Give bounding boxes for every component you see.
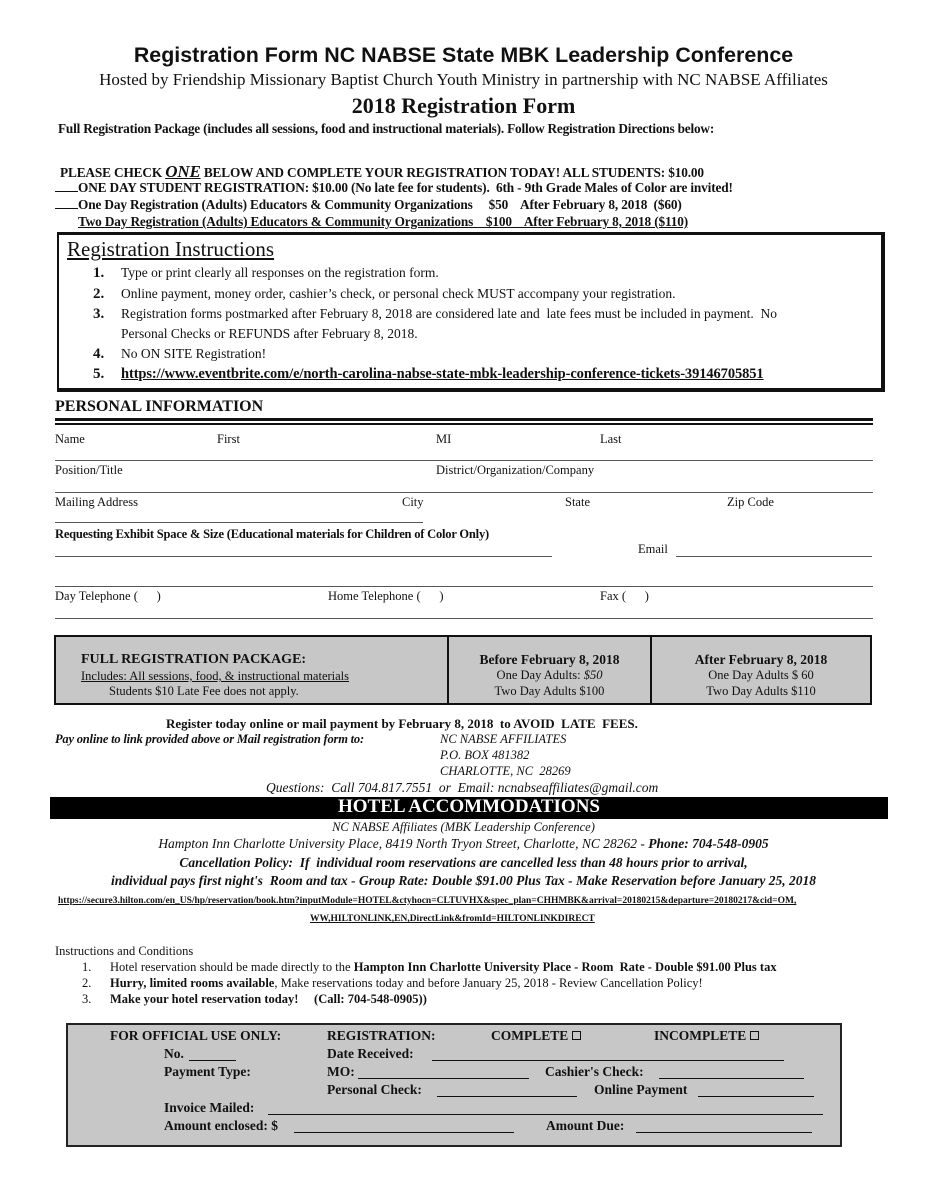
- section-divider: [55, 423, 873, 425]
- invoice-mailed-label: Invoice Mailed:: [164, 1100, 255, 1115]
- cashiers-check-label: Cashier's Check:: [545, 1064, 644, 1079]
- form-title: Registration Form NC NABSE State MBK Leadership Conference: [133, 44, 794, 67]
- middle-initial-label: MI: [436, 432, 452, 446]
- package-students: Students $10 Late Fee does not apply.: [109, 684, 299, 698]
- conditions-heading: Instructions and Conditions: [55, 944, 194, 958]
- mail-address-line-3: CHARLOTTE, NC 28269: [440, 764, 571, 778]
- form-subtitle: Hosted by Friendship Missionary Baptist Church Youth Ministry in partnership with NC NABSE Affiliates: [99, 70, 828, 89]
- instruction-text: Type or print clearly all responses on the registration form.: [121, 265, 439, 280]
- mailing-address-label: Mailing Address: [55, 495, 138, 509]
- hotel-phone: Phone: 704-548-0905: [648, 836, 769, 851]
- package-title: FULL REGISTRATION PACKAGE:: [81, 652, 307, 667]
- option-label: ONE DAY STUDENT REGISTRATION: $10.00 (No late fee for students). 6th - 9th Grade Males of Color are invited!: [78, 180, 733, 195]
- condition-text: Hotel reservation should be made directly to the: [110, 960, 354, 974]
- eventbrite-link[interactable]: https://www.eventbrite.com/e/north-carolina-nabse-state-mbk-leadership-conference-tickets-39146705851: [121, 366, 764, 382]
- registration-instructions-heading: Registration Instructions: [67, 237, 275, 261]
- after-one-day-price: One Day Adults $ 60: [708, 668, 814, 682]
- condition-number: 2.: [82, 976, 92, 990]
- before-deadline-title: Before February 8, 2018: [479, 652, 620, 667]
- instruction-item: [93, 286, 676, 303]
- city-label: City: [402, 495, 424, 509]
- condition-number: 1.: [82, 960, 92, 974]
- registration-label: REGISTRATION:: [327, 1028, 436, 1043]
- condition-item: [82, 992, 427, 1007]
- payment-type-label: Payment Type:: [164, 1064, 251, 1079]
- position-title-label: Position/Title: [55, 463, 123, 477]
- instruction-number: 5.: [93, 366, 105, 382]
- cancellation-policy-line-2: individual pays first night's Room and tax - Group Rate: Double $91.00 Plus Tax - Make Reservation before January 25, 2018: [111, 873, 816, 888]
- zip-code-label: Zip Code: [727, 495, 774, 509]
- amount-due-label: Amount Due:: [546, 1118, 625, 1133]
- instruction-text: Registration forms postmarked after February 8, 2018 are considered late and late fees must be included in payment. No: [121, 306, 778, 321]
- after-deadline-title: After February 8, 2018: [694, 652, 828, 667]
- first-name-label: First: [217, 432, 240, 446]
- checkbox-blank[interactable]: [55, 197, 78, 209]
- exhibit-space-label: Requesting Exhibit Space & Size (Educational materials for Children of Color Only): [55, 527, 489, 541]
- instruction-item: [93, 265, 439, 282]
- condition-number: 3.: [82, 992, 92, 1006]
- condition-item: [82, 976, 703, 991]
- instruction-number: 4.: [93, 346, 105, 362]
- exhibit-space-field[interactable]: [55, 556, 552, 557]
- mail-address-line-2: P.O. BOX 481382: [440, 748, 530, 762]
- district-organization-label: District/Organization/Company: [436, 463, 595, 477]
- instruction-number: 2.: [93, 286, 105, 302]
- no-label: No.: [164, 1046, 184, 1061]
- name-label: Name: [55, 432, 85, 446]
- email-field[interactable]: [676, 556, 872, 557]
- amount-enclosed-label: Amount enclosed: $: [164, 1118, 278, 1133]
- complete-checkbox[interactable]: [491, 1028, 581, 1044]
- check-one-instruction: [60, 162, 704, 182]
- condition-item: [82, 960, 777, 975]
- condition-text: , Make reservations today and before January 25, 2018 - Review Cancellation Policy!: [274, 976, 703, 990]
- instruction-number: 1.: [93, 265, 105, 281]
- home-telephone-label: Home Telephone ( ): [328, 589, 444, 603]
- instruction-number: 3.: [93, 306, 105, 322]
- complete-label: COMPLETE: [491, 1028, 569, 1043]
- register-deadline-note: Register today online or mail payment by February 8, 2018 to AVOID LATE FEES.: [166, 716, 638, 731]
- official-use-title: FOR OFFICIAL USE ONLY:: [110, 1028, 282, 1043]
- position-organization-field[interactable]: [55, 492, 873, 493]
- field-divider: [55, 586, 873, 587]
- after-two-day-price: Two Day Adults $110: [706, 684, 816, 698]
- email-label: Email: [638, 542, 668, 556]
- date-received-label: Date Received:: [327, 1046, 414, 1061]
- option-two-day-adult[interactable]: [78, 214, 688, 230]
- hotel-group-name: NC NABSE Affiliates (MBK Leadership Conference): [332, 820, 595, 834]
- hilton-reservation-link-continued[interactable]: WW,HILTONLINK,EN,DirectLink&fromId=HILTONLINKDIRECT: [310, 914, 595, 924]
- instruction-text: No ON SITE Registration!: [121, 346, 267, 361]
- cashiers-check-field[interactable]: [659, 1078, 804, 1079]
- instruction-text: Online payment, money order, cashier’s check, or personal check MUST accompany your registration.: [121, 286, 676, 301]
- hilton-reservation-link[interactable]: https://secure3.hilton.com/en_US/hp/reservation/book.htm?inputModule=HOTEL&ctyhocn=CLTUVHX&spec_plan=CHHMBK&arrival=20180215&departure=20180217&cid=OM,: [58, 896, 797, 906]
- condition-bold-text: Hurry, limited rooms available: [110, 976, 275, 990]
- mail-address-line-1: NC NABSE AFFILIATES: [440, 732, 567, 746]
- before-one-day-price: [449, 668, 650, 683]
- check-prefix: PLEASE CHECK: [60, 165, 166, 180]
- last-name-label: Last: [600, 432, 622, 446]
- check-suffix: BELOW AND COMPLETE YOUR REGISTRATION TODAY! ALL STUDENTS: $10.00: [200, 165, 704, 180]
- hotel-address-text: Hampton Inn Charlotte University Place, 8419 North Tryon Street, Charlotte, NC 28262 -: [158, 836, 649, 851]
- instruction-item: [93, 366, 764, 383]
- option-student-registration[interactable]: [55, 180, 733, 196]
- state-label: State: [565, 495, 590, 509]
- instruction-item: [93, 346, 266, 363]
- instruction-item: [93, 306, 777, 323]
- before-one-day-value: $50: [583, 668, 603, 682]
- invoice-mailed-field[interactable]: [268, 1114, 823, 1115]
- no-field[interactable]: [189, 1060, 236, 1061]
- personal-information-heading: PERSONAL INFORMATION: [55, 398, 264, 415]
- section-divider: [55, 418, 873, 421]
- online-payment-field[interactable]: [698, 1096, 814, 1097]
- amount-due-field[interactable]: [636, 1132, 812, 1133]
- checkbox-blank[interactable]: [55, 180, 78, 192]
- checkbox-icon[interactable]: [750, 1031, 759, 1040]
- mo-label: MO:: [327, 1064, 355, 1079]
- name-field[interactable]: [55, 460, 873, 461]
- before-two-day-price: Two Day Adults $100: [494, 684, 605, 698]
- questions-contact: Questions: Call 704.817.7551 or Email: ncnabseaffiliates@gmail.com: [266, 780, 659, 795]
- pay-online-note: Pay online to link provided above or Mail registration form to:: [55, 732, 364, 746]
- cancellation-policy-line-1: Cancellation Policy: If individual room reservations are cancelled less than 48 hours prior to arrival,: [179, 855, 748, 870]
- hotel-accommodations-heading: HOTEL ACCOMMODATIONS: [338, 796, 600, 817]
- checkbox-icon[interactable]: [572, 1031, 581, 1040]
- option-label: Two Day Registration (Adults) Educators & Community Organizations $100 After February 8, 2018 ($110): [78, 214, 689, 229]
- option-label: One Day Registration (Adults) Educators & Community Organizations $50 After February 8, 2018 ($60): [78, 197, 682, 212]
- date-received-field[interactable]: [432, 1060, 784, 1061]
- condition-bold-text: Hampton Inn Charlotte University Place - Room Rate - Double $91.00 Plus tax: [353, 960, 777, 974]
- package-includes: Includes: All sessions, food, & instructional materials: [81, 669, 350, 683]
- instruction-text-continued: Personal Checks or REFUNDS after February 8, 2018.: [121, 326, 418, 341]
- option-one-day-adult[interactable]: [55, 197, 682, 213]
- fax-label: Fax ( ): [600, 589, 649, 603]
- form-year-heading: 2018 Registration Form: [351, 93, 576, 118]
- amount-enclosed-field[interactable]: [294, 1132, 514, 1133]
- personal-check-field[interactable]: [437, 1096, 577, 1097]
- hotel-address: [0, 836, 927, 852]
- online-payment-label: Online Payment: [594, 1082, 688, 1097]
- personal-check-label: Personal Check:: [327, 1082, 422, 1097]
- day-telephone-label: Day Telephone ( ): [55, 589, 161, 603]
- check-one-emphasis: ONE: [165, 162, 201, 181]
- incomplete-label: INCOMPLETE: [654, 1028, 747, 1043]
- incomplete-checkbox[interactable]: [654, 1028, 759, 1044]
- mo-field[interactable]: [358, 1078, 529, 1079]
- mailing-address-field[interactable]: [55, 522, 423, 523]
- condition-bold-text: Make your hotel reservation today! (Call: 704-548-0905)): [110, 992, 427, 1006]
- package-note: Full Registration Package (includes all sessions, food and instructional materials). Follow Registration Directions below:: [58, 121, 715, 136]
- telephone-field[interactable]: [55, 618, 873, 619]
- before-one-day-label: One Day Adults:: [496, 668, 584, 682]
